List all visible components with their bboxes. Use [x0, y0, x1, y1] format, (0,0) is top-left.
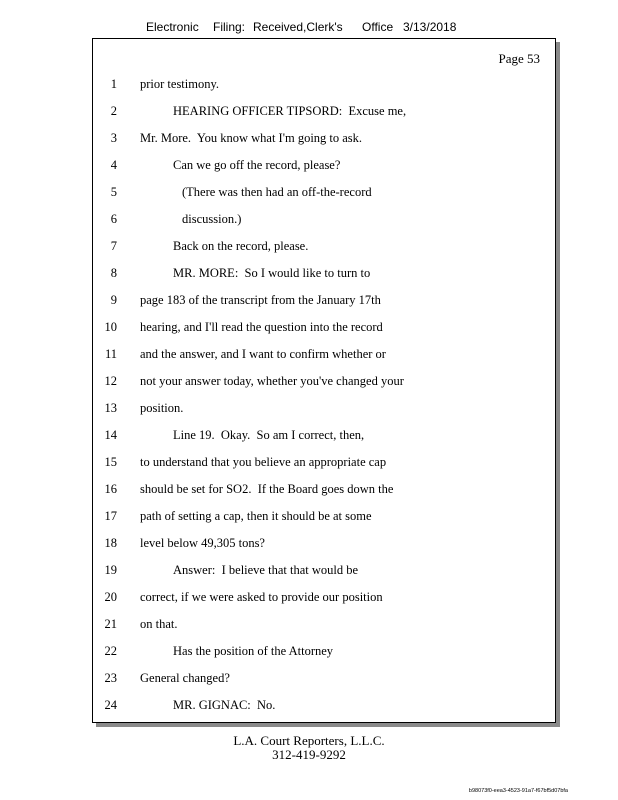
- transcript-line: [93, 77, 533, 95]
- transcript-line: [93, 266, 533, 284]
- line-number: 4: [110, 158, 117, 172]
- stamp-date: 3/13/2018: [403, 20, 457, 34]
- line-text: path of setting a cap, then it should be at some: [140, 509, 372, 523]
- line-text: Answer: I believe that that would be: [173, 563, 359, 577]
- line-text: prior testimony.: [140, 77, 220, 91]
- transcript-line: [93, 482, 533, 500]
- transcript-line: [93, 104, 533, 122]
- line-text: MR. GIGNAC: No.: [173, 698, 276, 712]
- line-text: (There was then had an off-the-record: [182, 185, 372, 199]
- stamp-word-electronic: Electronic: [146, 20, 199, 34]
- line-number: 18: [104, 536, 117, 550]
- stamp-word-office: Office: [362, 20, 394, 34]
- transcript-line: [93, 671, 533, 689]
- transcript-line: [93, 401, 533, 419]
- line-text: Can we go off the record, please?: [173, 158, 341, 172]
- transcript-page: [92, 38, 556, 723]
- line-text: to understand that you believe an appropriate cap: [140, 455, 387, 469]
- line-number: 2: [110, 104, 117, 118]
- line-number: 16: [104, 482, 117, 496]
- line-text: Mr. More. You know what I'm going to ask.: [140, 131, 363, 145]
- line-text: Line 19. Okay. So am I correct, then,: [173, 428, 365, 442]
- document-code: b98073f0-eea3-4523-91a7-f67bf5d07bfa: [468, 788, 568, 794]
- transcript-line: [93, 374, 533, 392]
- line-text: HEARING OFFICER TIPSORD: Excuse me,: [173, 104, 407, 118]
- page-number: Page 53: [498, 51, 540, 66]
- transcript-line: [93, 617, 533, 635]
- transcript-line: [93, 698, 533, 716]
- line-number: 15: [104, 455, 117, 469]
- line-text: Back on the record, please.: [173, 239, 309, 253]
- line-number: 13: [104, 401, 117, 415]
- line-number: 3: [110, 131, 117, 145]
- transcript-line: [93, 509, 533, 527]
- line-text: should be set for SO2. If the Board goes down the: [140, 482, 394, 496]
- line-number: 5: [110, 185, 117, 199]
- line-number: 7: [110, 239, 117, 253]
- transcript-line: [93, 347, 533, 365]
- line-text: General changed?: [140, 671, 230, 685]
- line-number: 10: [104, 320, 117, 334]
- line-text: level below 49,305 tons?: [140, 536, 265, 550]
- line-number: 12: [104, 374, 117, 388]
- line-text: page 183 of the transcript from the January 17th: [140, 293, 381, 307]
- transcript-line: [93, 320, 533, 338]
- line-number: 24: [104, 698, 117, 712]
- transcript-line: [93, 131, 533, 149]
- transcript-line: [93, 158, 533, 176]
- line-text: not your answer today, whether you've changed your: [140, 374, 404, 388]
- line-number: 23: [104, 671, 117, 685]
- transcript-line: [93, 239, 533, 257]
- line-text: Has the position of the Attorney: [173, 644, 334, 658]
- transcript-line: [93, 536, 533, 554]
- transcript-line: [93, 590, 533, 608]
- line-text: position.: [140, 401, 184, 415]
- line-number: 22: [104, 644, 117, 658]
- line-text: and the answer, and I want to confirm whether or: [140, 347, 386, 361]
- line-text: hearing, and I'll read the question into the record: [140, 320, 383, 334]
- transcript-line: [93, 185, 533, 203]
- line-text: discussion.): [182, 212, 242, 226]
- line-text: MR. MORE: So I would like to turn to: [173, 266, 371, 280]
- line-number: 20: [104, 590, 117, 604]
- transcript-line: [93, 293, 533, 311]
- filing-stamp: [0, 20, 618, 38]
- line-number: 11: [104, 347, 117, 361]
- transcript-line: [93, 563, 533, 581]
- line-number: 6: [110, 212, 117, 226]
- transcript-line: [93, 428, 533, 446]
- line-number: 17: [104, 509, 117, 523]
- line-number: 21: [104, 617, 117, 631]
- footer-company: L.A. Court Reporters, L.L.C.: [233, 733, 385, 748]
- transcript-line: [93, 455, 533, 473]
- line-number: 8: [110, 266, 117, 280]
- stamp-word-received: Received,Clerk's: [253, 20, 343, 34]
- transcript-line: [93, 212, 533, 230]
- stamp-word-filing: Filing:: [213, 20, 246, 34]
- line-number: 19: [104, 563, 117, 577]
- line-number: 1: [110, 77, 117, 91]
- line-text: correct, if we were asked to provide our position: [140, 590, 383, 604]
- line-number: 9: [110, 293, 117, 307]
- footer-phone: 312-419-9292: [272, 747, 346, 762]
- line-text: on that.: [140, 617, 178, 631]
- transcript-line: [93, 644, 533, 662]
- line-number: 14: [104, 428, 117, 442]
